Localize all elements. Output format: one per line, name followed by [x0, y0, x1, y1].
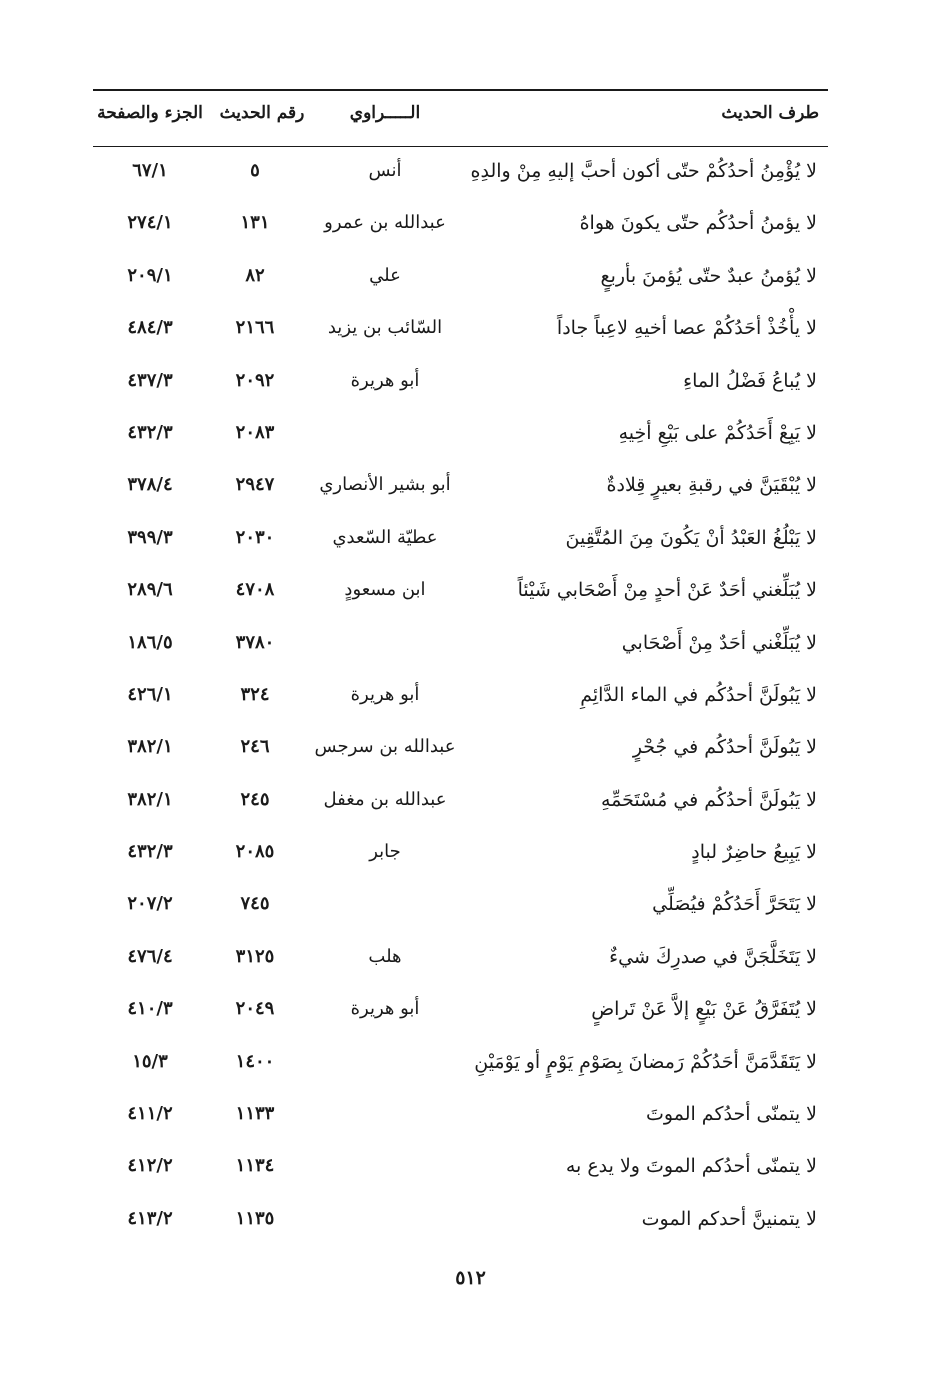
- table-row: [0, 462, 941, 514]
- volume-page: ٤٣٢/٣: [127, 841, 173, 863]
- narrator: جابر: [369, 841, 401, 863]
- volume-page: ٤٧٦/٤: [127, 945, 173, 967]
- hadith-number: ١١٣٣: [235, 1103, 275, 1125]
- table-row: [0, 148, 941, 200]
- table-row: [0, 777, 941, 829]
- table-row: [0, 200, 941, 252]
- narrator: أبو هريرة: [350, 683, 420, 705]
- table-row: [0, 1039, 941, 1091]
- hadith-text: لا يَبِعْ أَحَدُكُمْ على بَيْعِ أخِيهِ: [618, 421, 817, 444]
- volume-page: ٤٣٢/٣: [127, 421, 173, 443]
- hadith-number: ١٤٠٠: [235, 1050, 275, 1072]
- table-row: [0, 305, 941, 357]
- narrator: أبو بشير الأنصاري: [319, 474, 451, 496]
- table-row: [0, 881, 941, 933]
- hadith-number: ٢٠٨٣: [235, 421, 275, 443]
- table-body: [0, 148, 941, 1248]
- hadith-text: لا يَبْلُغُ العَبْدُ أنْ يَكُونَ مِنَ المُتَّقِينَ: [565, 526, 817, 549]
- volume-page: ١٥/٣: [132, 1050, 168, 1072]
- narrator: عبدالله بن عمرو: [324, 212, 446, 234]
- table-row: [0, 358, 941, 410]
- volume-page: ٣٧٨/٤: [127, 474, 173, 496]
- narrator: السّائب بن يزيد: [327, 317, 443, 339]
- hadith-number: ٧٤٥: [240, 893, 270, 915]
- volume-page: ٤٢٦/١: [127, 683, 173, 705]
- hadith-text: لا يَتَحَرَّ أَحَدُكُمْ فيُصَلِّي: [652, 893, 817, 916]
- volume-page: ٤١١/٢: [127, 1103, 173, 1125]
- volume-page: ٤١٢/٢: [127, 1155, 173, 1177]
- hadith-number: ٤٧٠٨: [235, 579, 275, 601]
- volume-page: ٣٩٩/٣: [127, 526, 173, 548]
- hadith-text: لا يُباعُ فَضْلُ الماءِ: [683, 369, 817, 392]
- table-header: [0, 103, 941, 137]
- table-row: [0, 567, 941, 619]
- header-hadith-number: رقم الحديث: [219, 103, 305, 123]
- header-narrator: الـــــراوي: [349, 103, 421, 123]
- volume-page: ٤٣٧/٣: [127, 369, 173, 391]
- volume-page: ٤٨٤/٣: [127, 317, 173, 339]
- table-row: [0, 934, 941, 986]
- hadith-text: لا يأْخُذْ أحَدُكُمْ عصا أخيهِ لاعِباً جاداً: [556, 317, 817, 340]
- hadith-text: لا يُبَلِّغني أحَدٌ عَنْ أحدٍ مِنْ أَصْحَابي شَيْئاً: [517, 579, 817, 602]
- hadith-text: لا يَبُولَنَّ أحدُكُم في مُسْتَحَمِّهِ: [601, 788, 817, 811]
- hadith-text: لا يَبُولَنَّ أحدُكُم في جُحْرٍ: [632, 736, 817, 759]
- hadith-number: ٨٢: [245, 264, 265, 286]
- page-number: ٥١٢: [455, 1267, 486, 1289]
- volume-page: ٢٧٤/١: [127, 212, 173, 234]
- narrator: علي: [369, 264, 401, 286]
- narrator: ابن مسعودٍ: [344, 579, 426, 601]
- volume-page: ٣٨٢/١: [127, 736, 173, 758]
- narrator: أنس: [368, 160, 402, 181]
- volume-page: ٤١٣/٢: [127, 1207, 173, 1229]
- volume-page: ٤١٠/٣: [127, 998, 173, 1020]
- hadith-number: ١٣١: [240, 212, 270, 234]
- table-row: [0, 724, 941, 776]
- top-rule: [93, 89, 828, 91]
- hadith-number: ٢١٦٦: [235, 317, 275, 339]
- hadith-number: ٢٤٦: [240, 736, 270, 758]
- table-row: [0, 1143, 941, 1195]
- hadith-number: ١١٣٤: [235, 1155, 275, 1177]
- hadith-number: ٢٠٩٢: [235, 369, 275, 391]
- table-row: [0, 1196, 941, 1248]
- hadith-text: لا يُؤمنُ عبدٌ حتّى يُؤمنَ بأربعٍ: [600, 264, 817, 287]
- hadith-text: لا يُبَلِّغْني أحَدٌ مِنْ أَصْحَابي: [621, 631, 817, 654]
- table-row: [0, 253, 941, 305]
- hadith-number: ٢٠٣٠: [235, 526, 275, 548]
- hadith-text: لا يتمنينَّ أحدكم الموت: [641, 1207, 817, 1230]
- hadith-number: ٢٠٤٩: [235, 998, 275, 1020]
- hadith-number: ١١٣٥: [235, 1207, 275, 1229]
- hadith-text: لا يَتَقَدَّمَنَّ أحَدُكُمْ رَمضانَ بِصَوْمِ يَوْمٍ أو يَوْمَيْنِ: [474, 1050, 817, 1073]
- hadith-text: لا يؤمنُ أحدُكُم حتّى يكونَ هواهُ: [579, 212, 817, 235]
- hadith-text: لا يتمنّى أحدُكم الموتَ ولا يدع به: [565, 1155, 817, 1178]
- hadith-text: لا يَبُولَنَّ أحدُكُم في الماء الدَّائِمِ: [580, 683, 817, 706]
- table-row: [0, 515, 941, 567]
- narrator: أبو هريرة: [350, 369, 420, 391]
- hadith-number: ٢٩٤٧: [235, 474, 275, 496]
- table-row: [0, 1091, 941, 1143]
- hadith-number: ٣٧٨٠: [235, 631, 275, 653]
- hadith-number: ٣١٢٥: [235, 945, 275, 967]
- hadith-text: لا يتمنّى أحدُكم الموتَ: [646, 1103, 817, 1126]
- hadith-text: لا يَبِيعُ حاضِرٌ لبادٍ: [691, 841, 817, 864]
- volume-page: ٢٨٩/٦: [127, 579, 173, 601]
- volume-page: ١٨٦/٥: [127, 631, 173, 653]
- hadith-number: ٢٠٨٥: [235, 841, 275, 863]
- table-row: [0, 986, 941, 1038]
- header-rule: [93, 146, 828, 147]
- volume-page: ٦٧/١: [132, 160, 168, 181]
- narrator: هلب: [368, 945, 402, 967]
- hadith-text: لا يُؤْمِنُ أحدُكُمْ حتّى أكون أحبَّ إليهِ مِنْ والدِهِ: [470, 160, 817, 182]
- hadith-number: ٢٤٥: [240, 788, 270, 810]
- narrator: عبدالله بن سرجس: [314, 736, 456, 758]
- volume-page: ٣٨٢/١: [127, 788, 173, 810]
- header-volume-page: الجزء والصفحة: [97, 103, 203, 123]
- volume-page: ٢٠٧/٢: [127, 893, 173, 915]
- table-row: [0, 620, 941, 672]
- hadith-number: ٥: [250, 160, 260, 181]
- hadith-text: لا يُتَفَرَّقُ عَنْ بَيْعٍ إلاَّ عَنْ تَراضٍ: [591, 998, 817, 1021]
- table-row: [0, 672, 941, 724]
- narrator: عبدالله بن مغفل: [323, 788, 447, 810]
- hadith-text: لا يَتَخَلَّجَنَّ في صدرِكَ شيءٌ: [609, 945, 817, 968]
- narrator: عطيّة السّعدي: [332, 526, 438, 548]
- volume-page: ٢٠٩/١: [127, 264, 173, 286]
- hadith-number: ٣٢٤: [240, 683, 270, 705]
- hadith-text: لا يُبْقَيَنَّ في رقبةِ بعيرٍ قِلادةٌ: [606, 474, 817, 497]
- narrator: أبو هريرة: [350, 998, 420, 1020]
- table-row: [0, 829, 941, 881]
- table-row: [0, 410, 941, 462]
- header-hadith-text: طرف الحديث: [721, 103, 819, 123]
